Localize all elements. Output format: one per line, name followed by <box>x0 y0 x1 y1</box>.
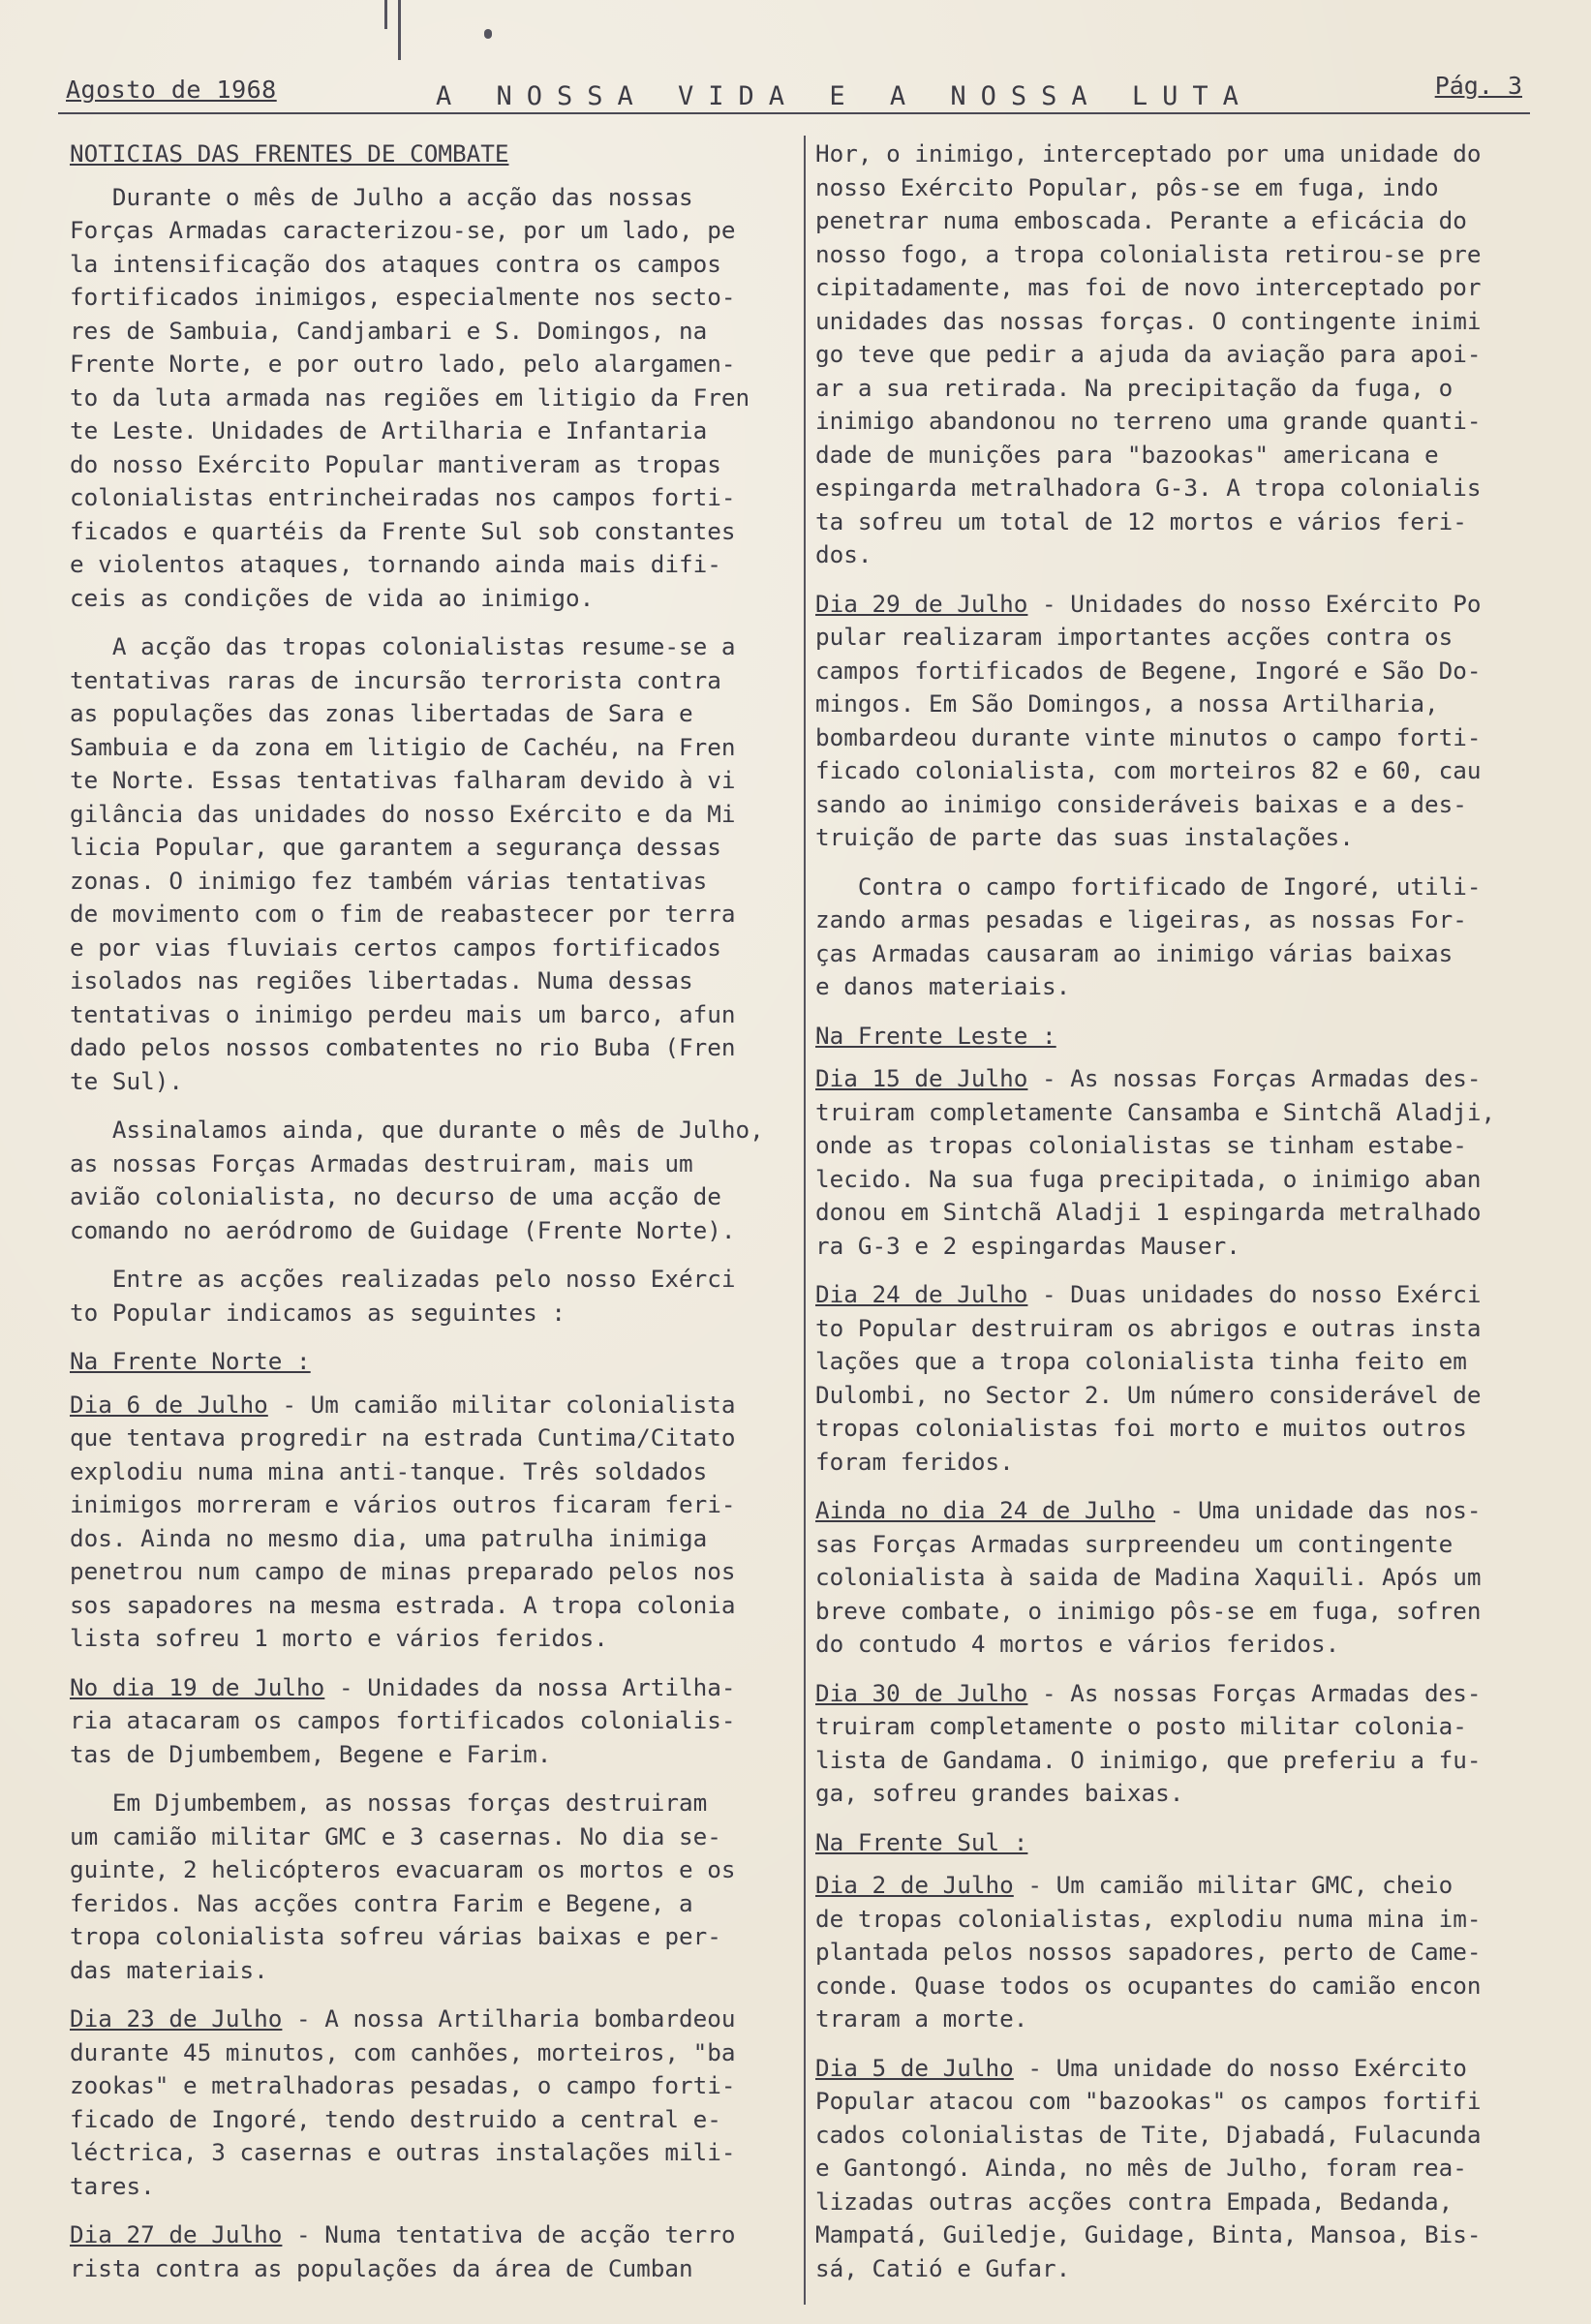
text-line: dos. <box>815 540 872 568</box>
text-line: Durante o mês de Julho a acção das nossas <box>70 182 693 211</box>
text-line: truição de parte das suas instalações. <box>815 823 1354 851</box>
page-header <box>58 68 1530 116</box>
entry-first-line <box>815 1278 1546 1312</box>
text-line: lista de Gandama. O inimigo, que preferiu a fu- <box>815 1745 1482 1774</box>
text-line: ças Armadas causaram ao inimigo várias baixas <box>815 938 1453 967</box>
issue-date: Agosto de 1968 <box>66 76 277 104</box>
text-line: colonialista à saida de Madina Xaquili. Após um <box>815 1563 1482 1591</box>
text-line: inimigos morreram e vários outros ficaram feri- <box>70 1490 736 1518</box>
text-line: e danos materiais. <box>815 972 1071 1000</box>
ink-dot <box>484 29 492 39</box>
text-line: te Leste. Unidades de Artilharia e Infantaria <box>70 416 708 444</box>
entry-first-line <box>815 1869 1546 1903</box>
text-line: Popular atacou com "bazookas" os campos fortifi <box>815 2087 1482 2115</box>
ink-marks <box>382 0 421 77</box>
text-line: Sambuia e da zona em litigio de Cachéu, na Fren <box>70 732 736 761</box>
entry-date: Dia 29 de Julho <box>815 589 1028 618</box>
entry-date: Dia 30 de Julho <box>815 1678 1028 1707</box>
page-number: Pág. 3 <box>1434 72 1522 100</box>
text-line: dade de munições para "bazookas" americana e <box>815 440 1439 469</box>
subheading-frente-norte: Na Frente Norte : <box>70 1347 311 1375</box>
entry-lead-text: - Unidades do nosso Exército Po <box>1027 589 1482 618</box>
paragraph-ingore <box>815 871 1546 1004</box>
text-line: léctrica, 3 casernas e outras instalações mili- <box>70 2138 736 2166</box>
entry-first-line <box>70 2003 794 2036</box>
entry-first-line <box>815 2052 1546 2086</box>
text-line: mingos. Em São Domingos, a nossa Artilharia, <box>815 689 1439 718</box>
paragraph-colonial-actions <box>70 630 794 1098</box>
entry-dia-23 <box>70 2003 794 2203</box>
text-line: ficado colonialista, com morteiros 82 e 60, cau <box>815 756 1482 784</box>
text-line: Forças Armadas caracterizou-se, por um lado, pe <box>70 216 736 244</box>
text-line: as populações das zonas libertadas de Sara e <box>70 699 693 727</box>
text-line: go teve que pedir a ajuda da aviação para apoi- <box>815 340 1482 368</box>
entry-date: Dia 15 de Julho <box>815 1064 1028 1092</box>
entry-lead-text: - Uma unidade das nos- <box>1155 1496 1482 1524</box>
entry-dia-30 <box>815 1677 1546 1811</box>
entry-date: No dia 19 de Julho <box>70 1672 325 1701</box>
entry-lead-text: - Duas unidades do nosso Exérci <box>1027 1280 1482 1308</box>
text-line: traram a morte. <box>815 2004 1028 2033</box>
text-line: to Popular destruiram os abrigos e outras insta <box>815 1313 1482 1342</box>
entry-first-line <box>815 1062 1546 1096</box>
text-line: tropa colonialista sofreu várias baixas e per- <box>70 1922 721 1950</box>
subheading-frente-leste: Na Frente Leste : <box>815 1021 1056 1050</box>
text-line: zonas. O inimigo fez também várias tentativas <box>70 866 708 895</box>
text-line: ceis as condições de vida ao inimigo. <box>70 583 595 612</box>
entry-date: Dia 23 de Julho <box>70 2004 283 2033</box>
text-line: plantada pelos nossos sapadores, perto de Came- <box>815 1938 1482 1966</box>
entry-dia-27 <box>70 2218 794 2285</box>
text-line: to Popular indicamos as seguintes : <box>70 1298 566 1327</box>
text-line: que tentava progredir na estrada Cuntima/Citato <box>70 1423 736 1452</box>
text-line: um camião militar GMC e 3 casernas. No dia se- <box>70 1821 721 1850</box>
paragraph-plane-destroyed <box>70 1114 794 1247</box>
entry-lead-text: - Um camião militar GMC, cheio <box>1013 1871 1453 1899</box>
text-line: sas Forças Armadas surpreendeu um contingente <box>815 1529 1453 1558</box>
text-line: e por vias fluviais certos campos fortificados <box>70 933 721 962</box>
text-line: cipitadamente, mas foi de novo interceptado por <box>815 273 1482 301</box>
text-line: dos. Ainda no mesmo dia, uma patrulha inimiga <box>70 1523 708 1552</box>
text-line: donou em Sintchã Aladji 1 espingarda metralhado <box>815 1198 1482 1226</box>
text-line: das materiais. <box>70 1955 268 1984</box>
text-line: Frente Norte, e por outro lado, pelo alargamen- <box>70 350 736 378</box>
text-line: cados colonialistas de Tite, Djabadá, Fulacunda <box>815 2120 1482 2149</box>
text-line: zando armas pesadas e ligeiras, as nossas For- <box>815 905 1467 933</box>
header-rule <box>58 112 1530 114</box>
text-line: sando ao inimigo consideráveis baixas e a des- <box>815 789 1467 818</box>
text-line: inimigo abandonou no terreno uma grande quanti- <box>815 407 1482 435</box>
entry-dia-29 <box>815 588 1546 855</box>
text-line: ria atacaram os campos fortificados colonialis- <box>70 1706 736 1734</box>
text-line: lizadas outras acções contra Empada, Bedanda, <box>815 2186 1453 2216</box>
entry-lead-text: - Um camião militar colonialista <box>267 1390 736 1419</box>
text-line: ra G-3 e 2 espingardas Mauser. <box>815 1231 1240 1260</box>
entry-date: Dia 6 de Julho <box>70 1390 268 1419</box>
entry-first-line <box>70 1389 794 1422</box>
entry-lead-text: - Uma unidade do nosso Exército <box>1013 2053 1467 2082</box>
text-line: conde. Quase todos os ocupantes do camião encon <box>815 1971 1482 2000</box>
text-line: feridos. Nas acções contra Farim e Begene, a <box>70 1888 693 1917</box>
text-line: fortificados inimigos, especialmente nos secto- <box>70 283 736 311</box>
text-line: Hor, o inimigo, interceptado por uma unidade do <box>815 139 1482 168</box>
entry-date: Dia 2 de Julho <box>815 1871 1014 1899</box>
text-line: Entre as acções realizadas pelo nosso Exérci <box>70 1265 736 1293</box>
entry-first-line <box>815 1494 1546 1528</box>
text-line: guinte, 2 helicópteros evacuaram os mortos e os <box>70 1855 736 1883</box>
entry-dia-19 <box>70 1671 794 1772</box>
paragraph-intro <box>70 181 794 616</box>
text-line: Em Djumbembem, as nossas forças destruiram <box>70 1789 708 1817</box>
text-line: lações que a tropa colonialista tinha feito em <box>815 1347 1467 1375</box>
text-line: comando no aeródromo de Guidage (Frente Norte). <box>70 1215 736 1244</box>
text-line: dado pelos nossos combatentes no rio Buba (Fren <box>70 1033 736 1061</box>
text-line: tentativas raras de incursão terrorista contra <box>70 665 721 694</box>
text-line: nosso fogo, a tropa colonialista retirou-se pre <box>815 239 1482 268</box>
text-line: nosso Exército Popular, pôs-se em fuga, indo <box>815 172 1439 201</box>
text-line: rista contra as populações da área de Cumban <box>70 2253 693 2282</box>
entry-lead-text: - As nossas Forças Armadas des- <box>1027 1678 1482 1707</box>
entry-date: Dia 24 de Julho <box>815 1280 1028 1308</box>
text-line: ga, sofreu grandes baixas. <box>815 1779 1184 1807</box>
text-line: do nosso Exército Popular mantiveram as tropas <box>70 449 721 478</box>
text-line: avião colonialista, no decurso de uma acção de <box>70 1182 721 1210</box>
text-line: breve combate, o inimigo pôs-se em fuga, sofren <box>815 1596 1482 1625</box>
text-line: lecido. Na sua fuga precipitada, o inimigo aban <box>815 1164 1482 1193</box>
text-line: unidades das nossas forças. O contingente inimi <box>815 306 1482 335</box>
newsletter-title: A NOSSA VIDA E A NOSSA LUTA <box>436 81 1253 111</box>
text-line: durante 45 minutos, com canhões, morteiros, "ba <box>70 2037 736 2066</box>
entry-first-line <box>815 588 1546 622</box>
text-line: ficados e quartéis da Frente Sul sob constantes <box>70 516 736 545</box>
text-line: onde as tropas colonialistas se tinham estabe- <box>815 1131 1467 1159</box>
text-line: ficado de Ingoré, tendo destruido a central e- <box>70 2104 721 2133</box>
entry-lead-text: - A nossa Artilharia bombardeou <box>282 2004 736 2033</box>
text-line: penetrar numa emboscada. Perante a eficácia do <box>815 206 1467 234</box>
column-divider <box>804 136 806 2305</box>
entry-lead-text: - Numa tentativa de acção terro <box>282 2220 736 2248</box>
text-line: de tropas colonialistas, explodiu numa mina im- <box>815 1904 1482 1933</box>
text-line: ta sofreu um total de 12 mortos e vários feri- <box>815 506 1467 535</box>
entry-dia-15 <box>815 1062 1546 1263</box>
text-line: colonialistas entrincheiradas nos campos forti- <box>70 483 736 511</box>
subheading-frente-sul: Na Frente Sul : <box>815 1827 1028 1856</box>
text-line: tropas colonialistas foi morto e muitos outros <box>815 1414 1467 1442</box>
text-line: Dulombi, no Sector 2. Um número considerável de <box>815 1380 1482 1409</box>
text-line: penetrou num campo de minas preparado pelos nos <box>70 1557 736 1585</box>
text-line: ar a sua retirada. Na precipitação da fuga, o <box>815 373 1453 402</box>
text-line: tares. <box>70 2171 155 2200</box>
text-line: te Sul). <box>70 1066 184 1095</box>
entry-date: Dia 27 de Julho <box>70 2220 283 2248</box>
entry-first-line <box>815 1677 1546 1711</box>
entry-dia-2 <box>815 1869 1546 2036</box>
text-line: sá, Catió e Gufar. <box>815 2253 1071 2282</box>
text-line: e Gantongó. Ainda, no mês de Julho, foram rea- <box>815 2154 1467 2182</box>
entry-first-line <box>70 2218 794 2252</box>
paragraph-actions-intro <box>70 1263 794 1330</box>
right-column <box>815 138 1546 2285</box>
entry-lead-text: - Unidades da nossa Artilha- <box>324 1672 736 1701</box>
left-column <box>70 138 794 2285</box>
text-line: foram feridos. <box>815 1447 1014 1476</box>
entry-lead-text: - As nossas Forças Armadas des- <box>1027 1064 1482 1092</box>
text-line: tentativas o inimigo perdeu mais um barco, afun <box>70 999 736 1028</box>
text-line: as nossas Forças Armadas destruiram, mais um <box>70 1148 693 1177</box>
text-line: truiram completamente Cansamba e Sintchã Aladji, <box>815 1097 1496 1126</box>
text-line: espingarda metralhadora G-3. A tropa colonialis <box>815 474 1482 502</box>
text-line: isolados nas regiões libertadas. Numa dessas <box>70 966 693 994</box>
text-line: Contra o campo fortificado de Ingoré, utili- <box>815 872 1482 901</box>
entry-dia-6 <box>70 1389 794 1656</box>
text-line: A acção das tropas colonialistas resume-se a <box>70 632 736 660</box>
text-line: Mampatá, Guiledje, Guidage, Binta, Mansoa, Bis- <box>815 2220 1482 2248</box>
entry-date: Dia 5 de Julho <box>815 2053 1014 2082</box>
text-line: do contudo 4 mortos e vários feridos. <box>815 1630 1340 1658</box>
text-line: gilância das unidades do nosso Exército e da Mi <box>70 799 736 828</box>
text-line: licia Popular, que garantem a segurança dessas <box>70 833 721 861</box>
text-line: de movimento com o fim de reabastecer por terra <box>70 900 736 928</box>
entry-ainda-dia-24 <box>815 1494 1546 1662</box>
text-line: truiram completamente o posto militar colonia- <box>815 1712 1467 1740</box>
entry-dia-5 <box>815 2052 1546 2286</box>
text-line: pular realizaram importantes acções contra os <box>815 623 1453 651</box>
text-line: e violentos ataques, tornando ainda mais difi- <box>70 550 721 578</box>
text-line: explodiu numa mina anti-tanque. Três soldados <box>70 1456 708 1485</box>
paragraph-djumbembem <box>70 1787 794 1987</box>
text-line: la intensificação dos ataques contra os campos <box>70 249 721 278</box>
text-line: res de Sambuia, Candjambari e S. Domingos, na <box>70 316 708 345</box>
text-line: te Norte. Essas tentativas falharam devido à vi <box>70 766 736 794</box>
entry-dia-24 <box>815 1278 1546 1479</box>
text-line: sos sapadores na mesma estrada. A tropa colonia <box>70 1590 736 1619</box>
entry-first-line <box>70 1671 794 1705</box>
section-heading: NOTICIAS DAS FRENTES DE COMBATE <box>70 139 509 168</box>
text-line: zookas" e metralhadoras pesadas, o campo forti- <box>70 2071 736 2099</box>
entry-date: Ainda no dia 24 de Julho <box>815 1496 1156 1524</box>
text-line: tas de Djumbembem, Begene e Farim. <box>70 1739 552 1768</box>
text-line: to da luta armada nas regiões em litigio da Fren <box>70 382 750 412</box>
text-line: bombardeou durante vinte minutos o campo forti- <box>815 722 1482 751</box>
paragraph-continuation <box>815 138 1546 572</box>
text-line: Assinalamos ainda, que durante o mês de Julho, <box>70 1116 764 1144</box>
text-line: lista sofreu 1 morto e vários feridos. <box>70 1624 608 1652</box>
text-line: campos fortificados de Begene, Ingoré e São Do- <box>815 656 1482 685</box>
